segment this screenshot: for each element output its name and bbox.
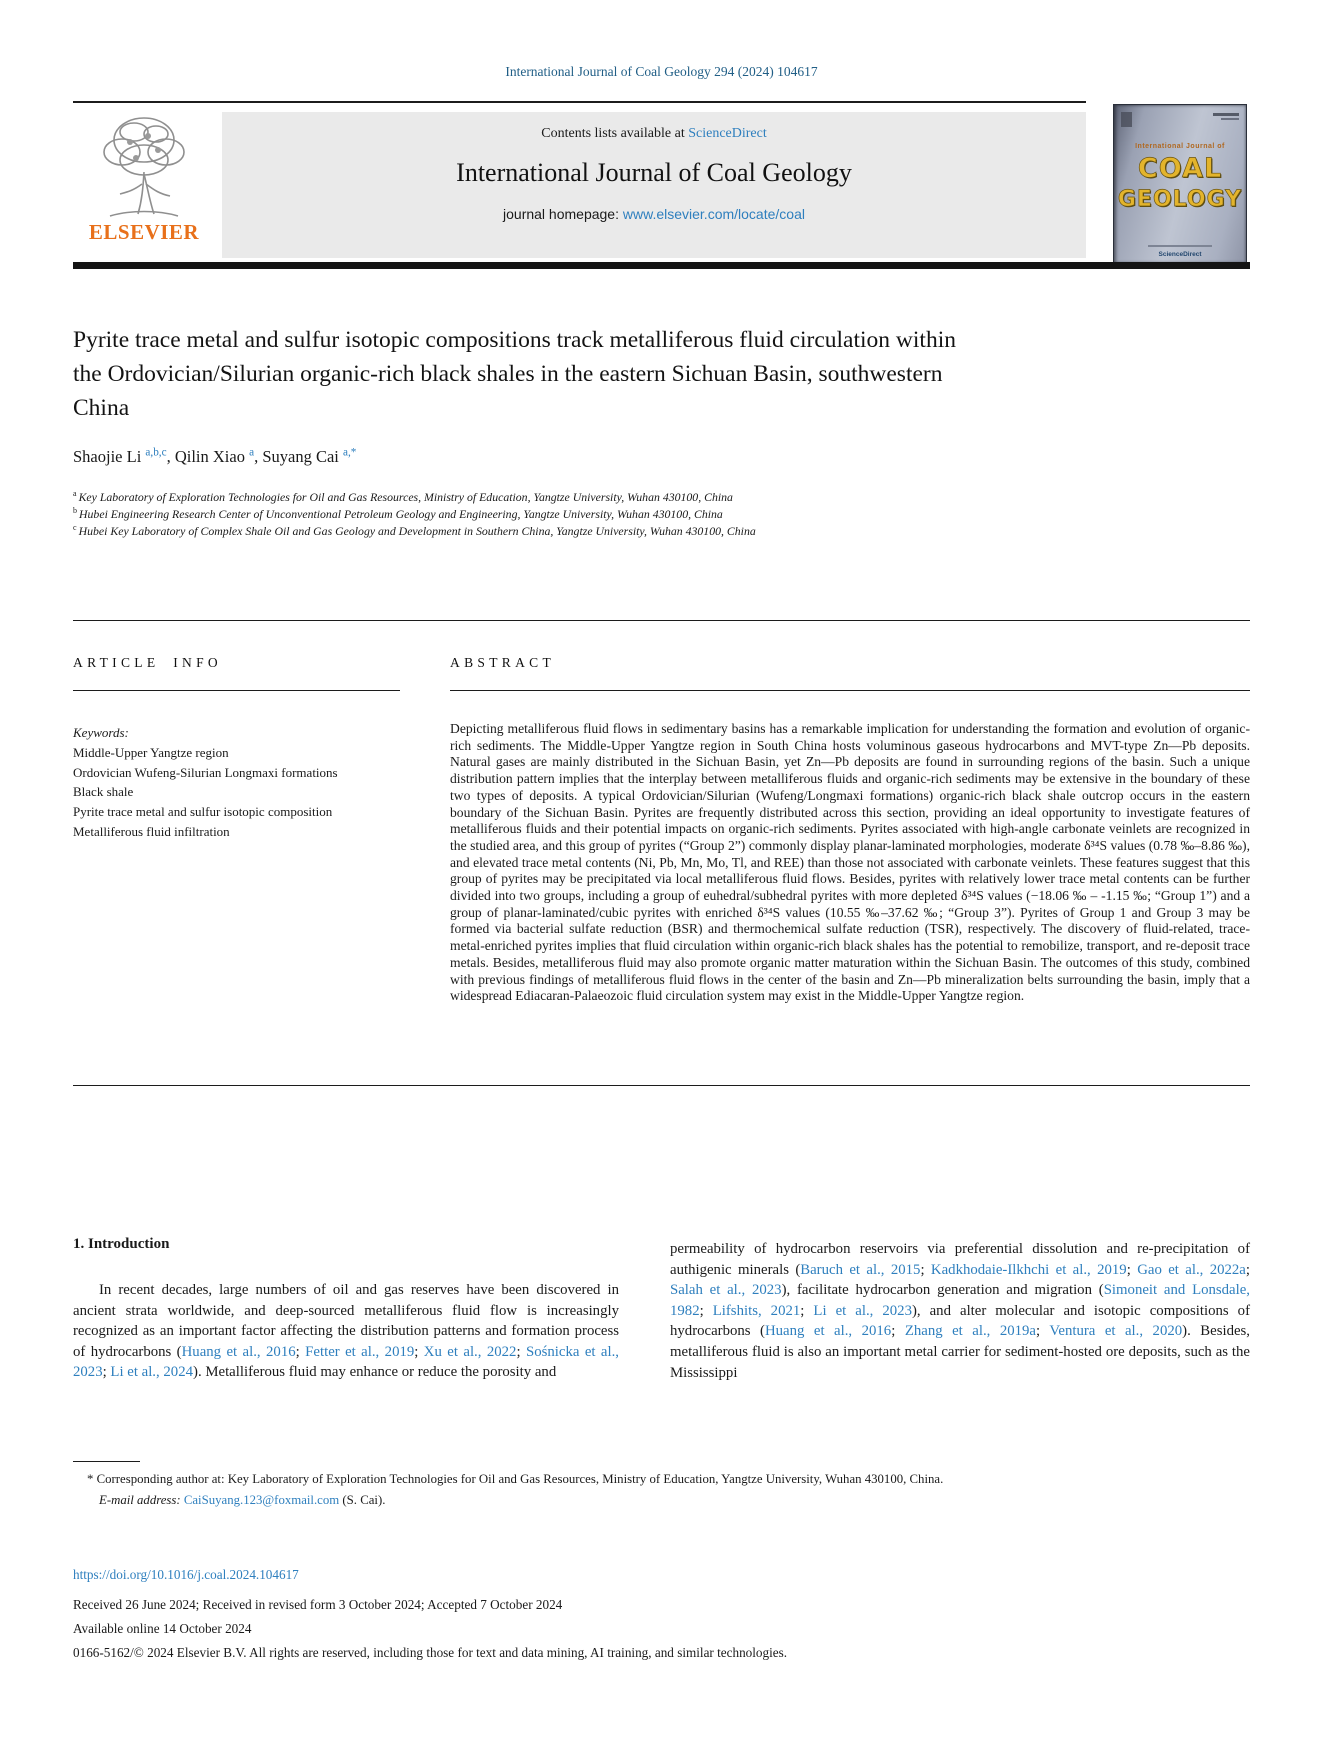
copyright-line: 0166-5162/© 2024 Elsevier B.V. All rights are reserved, including those for text and data mining, AI training, and similar technologies. [73,1645,788,1660]
cover-series-label: International Journal of [1135,143,1225,150]
keyword-item: Metalliferous fluid infiltration [73,823,230,839]
abstract-text: Depicting metalliferous fluid flows in sedimentary basins has a remarkable implication for understanding the formation and evolution of organic-rich sediments. The Middle-Upper Yangtze region in South China hosts voluminous gaseous hydrocarbons and MVT-type Zn—Pb deposits. Natural gases are mainly distributed in the Sichuan Basin, yet Zn—Pb deposits are found in surrounding regions of the basin. Such a unique distribution pattern implies that the interplay between metalliferous fluids and organic-rich sediments may be extensive in the boundary of these two types of deposits. A typical Ordovician/Silurian (Wufeng/Longmaxi formations) organic-rich black shale outcrop occurs in the eastern boundary of the Sichuan Basin. Pyrites are frequently distributed across this section, providing an ideal opportunity to investigate features of metalliferous fluids and their potential impacts on organic-rich sediments. Pyrites associated with high-angle carbonate veinlets are recognized in the studied area, and this group of pyrites (“Group 2”) commonly display planar-laminated morphologies, moderate δ³⁴S values (0.78 ‰–8.86 ‰), and elevated trace metal contents (Ni, Pb, Mn, Mo, Tl, and REE) than those not associated with carbonate veinlets. These features suggest that this group of pyrites may be precipitated via local metalliferous fluid flows. Besides, pyrites with relatively lower trace metal contents can be further divided into two groups, including a group of euhedral/subhedral pyrites with more depleted δ³⁴S values (−18.06 ‰ – -1.15 ‰; “Group 1”) and a group of planar-laminated/cubic pyrites with enriched δ³⁴S values (10.55 ‰–37.62 ‰; “Group 3”). Pyrites of Group 1 and Group 3 may be formed via bacterial sulfate reduction (BSR) and thermochemical sulfate reduction (TSR), respectively. The discovery of fluid-related, trace-metal-enriched pyrites implies that fluid circulation within organic-rich black shales has the potential to remobilize, transport, and re-deposit trace metals. Besides, metalliferous fluid may also promote organic matter maturation within the Sichuan Basin. The outcomes of this study, combined with previous findings of metalliferous fluid flows in the center of the basin and Zn—Pb mineralization belts surrounding the basin, imply that a widespread Ediacaran-Palaeozoic fluid circulation system may exist in the Middle-Upper Yangtze region. [450,721,1250,1004]
corresponding-author-note [73,1469,1250,1489]
text-segment: , Suyang Cai [254,447,343,466]
received-dates: Received 26 June 2024; Received in revised form 3 October 2024; Accepted 7 October 2024 [73,1597,563,1612]
article-info-rule [73,690,400,691]
homepage-line [222,206,1086,222]
text-segment: , Qilin Xiao [166,447,250,466]
cover-sciencedirect-label: ScienceDirect [1158,251,1202,258]
keyword-item: Black shale [73,784,134,800]
text-segment: ; [1126,1261,1138,1278]
intro-paragraph-right [670,1239,1250,1383]
text-segment: ; [699,1302,713,1319]
citation-link[interactable]: Li et al., 2024 [110,1364,194,1381]
elsevier-tree-icon [90,110,198,222]
citation-link[interactable]: Huang et al., 2016 [181,1343,296,1360]
text-segment: a,* [343,446,357,459]
cover-title-coal: COAL [1137,153,1223,184]
text-segment: Key Laboratory of Exploration Technologies for Oil and Gas Resources, Ministry of Education, Yangtze University, Wuhan 430100, China [78,490,733,504]
citation-link[interactable]: Gao et al., 2022a [1137,1261,1246,1278]
author-list [73,447,356,467]
section-top-rule [73,620,1250,621]
cover-title-geology: GEOLOGY [1117,187,1243,212]
citation-link[interactable]: Lifshits, 2021 [712,1302,801,1319]
email-line [73,1490,1250,1510]
citation-link[interactable]: Xu et al., 2022 [423,1343,517,1360]
text-segment: a,b,c [145,446,167,459]
citation-link[interactable]: Li et al., 2023 [813,1302,912,1319]
citation-link[interactable]: Baruch et al., 2015 [800,1261,921,1278]
introduction-heading: 1. Introduction [73,1236,170,1252]
abstract-rule [450,690,1250,691]
text-segment: b [73,506,80,516]
keywords-block [73,723,403,842]
journal-header-box [222,112,1086,258]
citation-link[interactable]: Kadkhodaie-Ilkhchi et al., 2019 [930,1261,1127,1278]
intro-left-column [73,1236,619,1383]
running-head-citation: International Journal of Coal Geology 294 (2024) 104617 [505,64,818,79]
article-info-section [73,655,403,842]
text-segment: E-mail address: [99,1493,184,1507]
text-segment: Shaojie Li [73,447,146,466]
text-segment: ; [920,1261,931,1278]
keyword-item: Ordovician Wufeng-Silurian Longmaxi formations [73,764,338,780]
article-footer [73,1563,1250,1665]
text-segment: * Corresponding author at: Key Laboratory of Exploration Technologies for Oil and Gas Resources, Ministry of Education, Yangtze University, Wuhan 430100, China. [87,1472,944,1486]
citation-link[interactable]: Simoneit and Lonsdale, 1982 [670,1282,1251,1319]
header-divider-bar [73,262,1250,269]
contents-line [222,126,1086,142]
text-segment: ), facilitate hydrocarbon generation and migration ( [781,1282,1104,1299]
text-segment: ). Metalliferous fluid may enhance or reduce the porosity and [193,1364,557,1381]
text-segment: ; [295,1343,306,1360]
elsevier-logo[interactable] [73,110,215,258]
affiliation-c [73,523,1073,540]
cover-divider [1148,245,1211,247]
footnote-block [73,1469,1250,1510]
text-segment: permeability of hydrocarbon reservoirs via preferential dissolution and re-precipitation of authigenic minerals ( [670,1241,1250,1278]
doi-link[interactable]: https://doi.org/10.1016/j.coal.2024.104617 [73,1567,299,1582]
sciencedirect-link[interactable]: ScienceDirect [688,126,767,141]
intro-paragraph-left [73,1280,619,1383]
journal-homepage-link[interactable]: www.elsevier.com/locate/coal [622,206,805,222]
abstract-heading: ABSTRACT [450,655,556,670]
text-segment: In recent decades, large numbers of oil and gas reserves have been discovered in ancient strata worldwide, and deep-sourced metalliferous fluid flow is increasingly recognized as an important factor affecting the distribution patterns and formation process of hydrocarbons ( [73,1282,619,1360]
cover-publisher-mark [1121,112,1132,127]
email-link[interactable]: CaiSuyang.123@foxmail.com [183,1493,340,1507]
text-segment: a [73,489,79,499]
journal-title: International Journal of Coal Geology [456,158,852,187]
keyword-item: Pyrite trace metal and sulfur isotopic composition [73,804,333,820]
journal-cover-thumbnail[interactable] [1113,104,1247,264]
text-segment: ; [1245,1261,1250,1278]
citation-link[interactable]: Fetter et al., 2019 [305,1343,415,1360]
citation-link[interactable]: Zhang et al., 2019a [904,1323,1036,1340]
text-segment: Contents lists available at [541,126,689,141]
text-segment: ; [414,1343,424,1360]
text-segment: a [249,446,255,459]
text-segment: ; [516,1343,526,1360]
citation-link[interactable]: Ventura et al., 2020 [1049,1323,1183,1340]
elsevier-wordmark: ELSEVIER [88,220,200,244]
affiliation-a [73,489,1073,506]
text-segment: c [73,523,79,533]
text-segment: (S. Cai). [339,1493,386,1507]
affiliation-b [73,506,1073,523]
cover-issn-smudge2 [1221,118,1239,120]
text-segment: Hubei Engineering Research Center of Unconventional Petroleum Geology and Engineering, Yangtze University, Wuhan 430100, China [79,507,723,521]
text-segment: journal homepage: [503,206,623,222]
abstract-section [450,655,1250,1005]
text-segment: ; [800,1302,814,1319]
citation-link[interactable]: Sośnicka et al., 2023 [73,1343,620,1381]
keywords-label: Keywords: [73,725,129,740]
intro-right-column [670,1239,1250,1383]
text-segment: Hubei Key Laboratory of Complex Shale Oil and Gas Geology and Development in Southern China, Yangtze University, Wuhan 430100, China [78,524,756,538]
text-segment: ; [102,1364,111,1381]
affiliations [73,489,1073,540]
top-rule [73,101,1086,103]
footnote-rule [73,1461,140,1462]
citation-link[interactable]: Salah et al., 2023 [670,1282,782,1299]
text-segment: ; [891,1323,905,1340]
cover-issn-smudge [1213,113,1239,116]
text-segment: ), and alter molecular and isotopic compositions of hydrocarbons ( [670,1302,1250,1340]
text-segment: ). Besides, metalliferous fluid is also an important metal carrier for sediment-hosted ore deposits, such as the Mississippi [670,1323,1250,1381]
article-info-heading: ARTICLE INFO [73,655,222,670]
abstract-bottom-rule [73,1085,1250,1086]
text-segment: ; [1036,1323,1050,1340]
keyword-item: Middle-Upper Yangtze region [73,744,229,760]
article-title: Pyrite trace metal and sulfur isotopic compositions track metalliferous fluid circulation within the Ordovician/Silurian organic-rich black shales in the eastern Sichuan Basin, southwestern China [73,327,956,421]
available-online: Available online 14 October 2024 [73,1621,252,1636]
citation-link[interactable]: Huang et al., 2016 [764,1323,892,1340]
